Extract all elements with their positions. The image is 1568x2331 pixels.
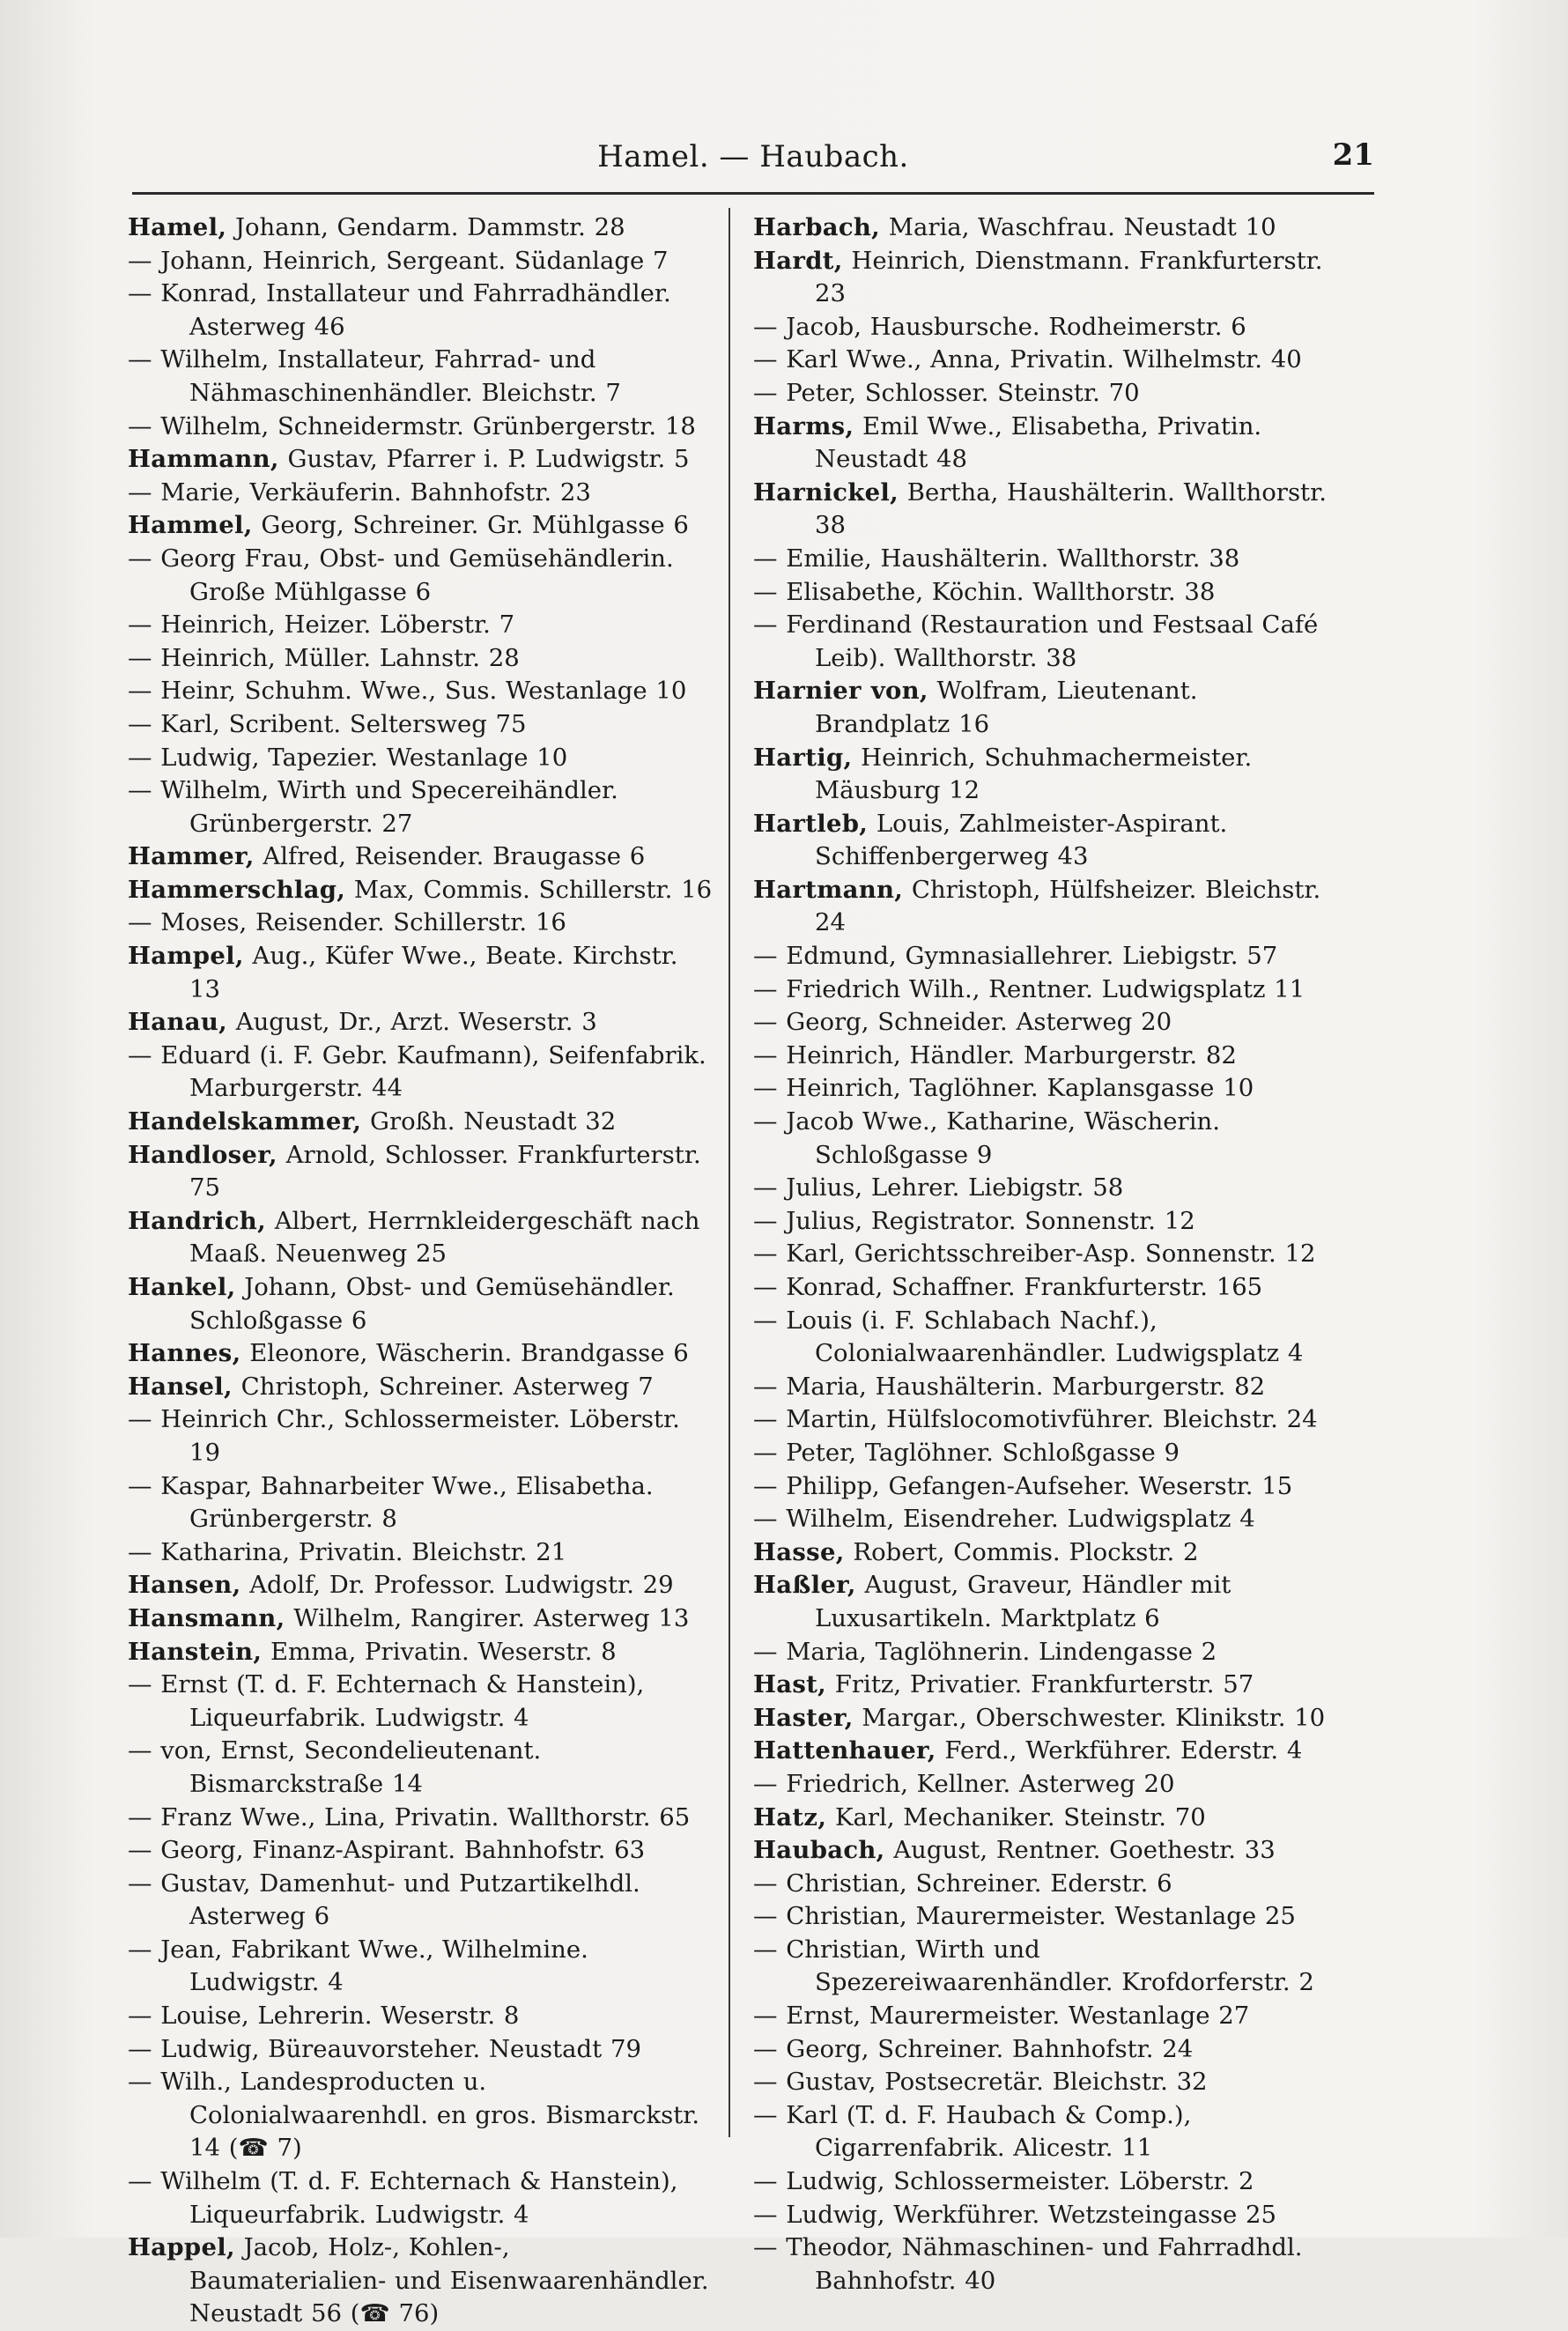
repeat-dash: —	[753, 1107, 778, 1136]
repeat-dash: —	[128, 1802, 152, 1832]
entry-details: Kaspar, Bahnarbeiter Wwe., Elisabetha. Grünbergerstr. 8	[152, 1471, 654, 1534]
directory-entry	[753, 1470, 1339, 1504]
entry-details: Ludwig, Büreauvorsteher. Neustadt 79	[152, 2034, 641, 2063]
entry-details: Heinrich, Heizer. Löberstr. 7	[152, 610, 515, 640]
surname: Hatz,	[753, 1802, 827, 1832]
entry-details: Emma, Privatin. Weserstr. 8	[262, 1637, 617, 1666]
directory-entry	[128, 675, 714, 708]
entry-details: Christoph, Schreiner. Asterweg 7	[232, 1372, 654, 1401]
directory-entry	[128, 1403, 714, 1469]
directory-entry	[128, 2066, 714, 2165]
directory-entry	[128, 1040, 714, 1106]
surname: Haßler,	[753, 1571, 856, 1600]
column-divider	[729, 208, 730, 2137]
repeat-dash: —	[128, 1471, 152, 1500]
directory-entry	[753, 477, 1339, 543]
surname: Hanstein,	[128, 1637, 263, 1666]
repeat-dash: —	[128, 743, 152, 772]
entry-details: Christian, Schreiner. Ederstr. 6	[777, 1868, 1172, 1898]
entry-details: Peter, Taglöhner. Schloßgasse 9	[777, 1438, 1180, 1467]
repeat-dash: —	[753, 2034, 778, 2063]
repeat-dash: —	[753, 1240, 778, 1269]
directory-entry	[128, 411, 714, 444]
entry-details: Wilh., Landesproducten u. Colonialwaarenhdl. en gros. Bismarckstr. 14 (☎ 7)	[152, 2068, 700, 2163]
directory-entry	[753, 940, 1339, 973]
repeat-dash: —	[128, 279, 152, 308]
entry-details: Jean, Fabrikant Wwe., Wilhelmine. Ludwigstr. 4	[152, 1935, 588, 1997]
repeat-dash: —	[128, 677, 152, 706]
surname: Hansmann,	[128, 1603, 285, 1632]
directory-entry	[128, 1006, 714, 1040]
directory-entry	[753, 1205, 1339, 1239]
repeat-dash: —	[753, 1471, 778, 1500]
entry-details: Emilie, Haushälterin. Wallthorstr. 38	[777, 544, 1240, 573]
repeat-dash: —	[753, 1505, 778, 1534]
directory-entry	[753, 1503, 1339, 1536]
repeat-dash: —	[753, 974, 778, 1003]
entry-details: Robert, Commis. Plockstr. 2	[844, 1537, 1199, 1566]
entry-details: August, Graveur, Händler mit Luxusartikeln. Marktplatz 6	[815, 1571, 1231, 1632]
surname: Handelskammer,	[128, 1107, 362, 1136]
entry-details: Arnold, Schlosser. Frankfurterstr. 75	[189, 1140, 701, 1202]
directory-entry	[753, 742, 1339, 808]
directory-entry	[128, 245, 714, 278]
directory-entry	[128, 443, 714, 477]
directory-entry	[128, 1934, 714, 2000]
surname: Happel,	[128, 2233, 235, 2262]
entry-details: Großh. Neustadt 32	[361, 1107, 617, 1136]
repeat-dash: —	[753, 2068, 778, 2097]
directory-entry	[128, 477, 714, 510]
directory-entry	[753, 1669, 1339, 1702]
repeat-dash: —	[753, 1637, 778, 1666]
directory-entry	[128, 840, 714, 874]
surname: Hannes,	[128, 1339, 241, 1368]
entry-details: Wilhelm, Installateur, Fahrrad- und Nähmaschinenhändler. Bleichstr. 7	[152, 345, 621, 407]
repeat-dash: —	[128, 1868, 152, 1898]
entry-details: Maria, Haushälterin. Marburgerstr. 82	[777, 1372, 1266, 1401]
entry-details: Julius, Registrator. Sonnenstr. 12	[777, 1206, 1195, 1235]
directory-entry	[753, 2000, 1339, 2033]
surname: Harnier von,	[753, 677, 928, 706]
surname: Handrich,	[128, 1206, 266, 1235]
directory-entry	[128, 344, 714, 410]
entry-details: Marie, Verkäuferin. Bahnhofstr. 23	[152, 477, 591, 507]
entry-details: Wolfram, Lieutenant. Brandplatz 16	[815, 677, 1198, 738]
surname: Harnickel,	[753, 477, 899, 507]
repeat-dash: —	[753, 1008, 778, 1037]
directory-entry	[753, 1702, 1339, 1735]
repeat-dash: —	[128, 477, 152, 507]
entry-details: Heinr, Schuhm. Wwe., Sus. Westanlage 10	[152, 677, 687, 706]
surname: Hamel,	[128, 213, 227, 241]
directory-entry	[753, 411, 1339, 477]
repeat-dash: —	[128, 544, 152, 573]
entry-details: Karl, Gerichtsschreiber-Asp. Sonnenstr. 12	[777, 1240, 1316, 1269]
directory-entry	[753, 609, 1339, 675]
directory-entry	[753, 1768, 1339, 1802]
surname: Hampel,	[128, 942, 244, 971]
entry-details: Wilhelm, Wirth und Specereihändler. Grünbergerstr. 27	[152, 776, 618, 838]
directory-entry	[128, 2000, 714, 2033]
entry-details: Ernst (T. d. F. Echternach & Hanstein), Liqueurfabrik. Ludwigstr. 4	[152, 1670, 645, 1732]
directory-entry	[128, 742, 714, 775]
repeat-dash: —	[128, 709, 152, 738]
repeat-dash: —	[128, 1836, 152, 1865]
surname: Hammer,	[128, 842, 255, 871]
surname: Hansel,	[128, 1372, 233, 1401]
repeat-dash: —	[753, 312, 778, 341]
surname: Hast,	[753, 1670, 827, 1699]
entry-details: Wilhelm, Rangirer. Asterweg 13	[285, 1603, 690, 1632]
entry-details: Peter, Schlosser. Steinstr. 70	[777, 378, 1140, 407]
directory-entry	[128, 1569, 714, 1602]
entry-details: Heinrich, Schuhmachermeister. Mäusburg 12	[815, 743, 1253, 805]
surname: Hansen,	[128, 1571, 241, 1600]
entry-details: Gustav, Postsecretär. Bleichstr. 32	[777, 2068, 1208, 2097]
entry-details: Karl Wwe., Anna, Privatin. Wilhelmstr. 40	[777, 345, 1302, 374]
directory-entry	[128, 1735, 714, 1801]
directory-entry	[128, 1868, 714, 1934]
entry-details: Louise, Lehrerin. Weserstr. 8	[152, 2002, 520, 2031]
repeat-dash: —	[128, 2068, 152, 2097]
surname: Hammann,	[128, 445, 279, 474]
directory-entry	[753, 1934, 1339, 2000]
directory-entry	[753, 808, 1339, 874]
repeat-dash: —	[128, 1736, 152, 1765]
directory-entry	[753, 1072, 1339, 1106]
directory-entry	[128, 1106, 714, 1139]
directory-entry	[128, 1802, 714, 1835]
repeat-dash: —	[753, 1074, 778, 1103]
surname: Harms,	[753, 411, 854, 440]
entry-details: Ludwig, Tapezier. Westanlage 10	[152, 743, 568, 772]
repeat-dash: —	[753, 2200, 778, 2229]
entry-details: Gustav, Damenhut- und Putzartikelhdl. Asterweg 6	[152, 1868, 640, 1931]
directory-entry	[753, 1536, 1339, 1570]
header-rule	[132, 192, 1374, 195]
directory-entry	[753, 1106, 1339, 1172]
entry-details: Ludwig, Schlossermeister. Löberstr. 2	[777, 2167, 1254, 2196]
directory-entry	[753, 2199, 1339, 2232]
entry-details: Georg, Finanz-Aspirant. Bahnhofstr. 63	[152, 1836, 646, 1865]
directory-entry	[128, 774, 714, 840]
directory-entry	[753, 973, 1339, 1007]
directory-entry	[753, 377, 1339, 411]
entry-details: Louis (i. F. Schlabach Nachf.), Colonialwaarenhändler. Ludwigsplatz 4	[777, 1306, 1304, 1368]
directory-entry	[753, 344, 1339, 377]
directory-entry	[753, 1735, 1339, 1768]
directory-entry	[128, 1536, 714, 1570]
entry-details: Edmund, Gymnasiallehrer. Liebigstr. 57	[777, 942, 1278, 971]
entry-details: Wilhelm, Schneidermstr. Grünbergerstr. 18	[152, 411, 696, 440]
entry-details: Jacob, Hausbursche. Rodheimerstr. 6	[777, 312, 1246, 341]
directory-entry	[128, 609, 714, 642]
surname: Hartmann,	[753, 875, 904, 904]
entry-details: Konrad, Schaffner. Frankfurterstr. 165	[777, 1273, 1263, 1301]
directory-entry	[753, 1834, 1339, 1868]
entry-details: Adolf, Dr. Professor. Ludwigstr. 29	[240, 1571, 674, 1600]
entry-details: Jacob Wwe., Katharine, Wäscherin. Schloßgasse 9	[777, 1107, 1220, 1169]
directory-entry	[753, 1238, 1339, 1271]
entry-details: Emil Wwe., Elisabetha, Privatin. Neustadt 48	[815, 411, 1262, 474]
entry-details: Heinrich, Dienstmann. Frankfurterstr. 23	[815, 246, 1323, 308]
surname: Hardt,	[753, 246, 843, 275]
repeat-dash: —	[128, 411, 152, 440]
entry-details: Karl, Scribent. Seltersweg 75	[152, 709, 527, 738]
directory-entry	[128, 906, 714, 940]
directory-entry	[128, 2033, 714, 2067]
surname: Hankel,	[128, 1273, 236, 1301]
directory-entry	[128, 642, 714, 676]
entry-details: Ferdinand (Restauration und Festsaal Café Leib). Wallthorstr. 38	[777, 610, 1319, 672]
entry-details: Maria, Waschfrau. Neustadt 10	[880, 213, 1276, 241]
directory-entry	[753, 2231, 1339, 2298]
directory-entry	[753, 1172, 1339, 1205]
entry-details: Johann, Obst- und Gemüsehändler. Schloßgasse 6	[189, 1273, 675, 1335]
entry-details: Konrad, Installateur und Fahrradhändler. Asterweg 46	[152, 279, 671, 341]
repeat-dash: —	[128, 610, 152, 640]
directory-entry	[128, 2165, 714, 2231]
page-header	[132, 132, 1374, 185]
repeat-dash: —	[753, 1902, 778, 1931]
entry-details: Friedrich, Kellner. Asterweg 20	[777, 1769, 1175, 1798]
repeat-dash: —	[753, 378, 778, 407]
surname: Haster,	[753, 1703, 854, 1732]
repeat-dash: —	[753, 610, 778, 640]
entry-details: Bertha, Haushälterin. Wallthorstr. 38	[815, 477, 1327, 540]
repeat-dash: —	[128, 643, 152, 672]
entry-details: Karl (T. d. F. Haubach & Comp.), Cigarrenfabrik. Alicestr. 11	[777, 2100, 1192, 2163]
surname: Hammel,	[128, 511, 253, 540]
entry-details: Ludwig, Werkführer. Wetzsteingasse 25	[777, 2200, 1276, 2229]
directory-entry	[128, 509, 714, 543]
entry-details: Julius, Lehrer. Liebigstr. 58	[777, 1173, 1124, 1202]
directory-entry	[753, 1403, 1339, 1437]
repeat-dash: —	[753, 2002, 778, 2031]
repeat-dash: —	[753, 1868, 778, 1898]
entry-details: Eleonore, Wäscherin. Brandgasse 6	[240, 1339, 689, 1368]
repeat-dash: —	[753, 1372, 778, 1401]
repeat-dash: —	[753, 1769, 778, 1798]
repeat-dash: —	[753, 2167, 778, 2196]
directory-entry	[128, 1271, 714, 1337]
entry-details: Georg, Schreiner. Bahnhofstr. 24	[777, 2034, 1194, 2063]
entry-details: Katharina, Privatin. Bleichstr. 21	[152, 1537, 567, 1566]
surname: Hartleb,	[753, 809, 869, 838]
entry-details: Heinrich, Taglöhner. Kaplansgasse 10	[777, 1074, 1254, 1103]
entry-details: Christian, Wirth und Spezereiwaarenhändler. Krofdorferstr. 2	[777, 1935, 1314, 1997]
repeat-dash: —	[753, 1935, 778, 1964]
entry-details: Theodor, Nähmaschinen- und Fahrradhdl. Bahnhofstr. 40	[777, 2233, 1303, 2295]
directory-entry	[128, 708, 714, 742]
entry-details: Philipp, Gefangen-Aufseher. Weserstr. 15	[777, 1471, 1293, 1500]
directory-entry	[753, 1636, 1339, 1669]
directory-entry	[128, 1602, 714, 1636]
repeat-dash: —	[753, 942, 778, 971]
repeat-dash: —	[753, 544, 778, 573]
directory-entry	[753, 874, 1339, 940]
directory-entry	[128, 278, 714, 344]
directory-entry	[128, 1636, 714, 1669]
repeat-dash: —	[753, 1173, 778, 1202]
directory-entry	[753, 1371, 1339, 1404]
repeat-dash: —	[128, 1935, 152, 1964]
entry-details: Johann, Gendarm. Dammstr. 28	[226, 213, 625, 241]
directory-entry	[128, 1669, 714, 1735]
directory-entry	[753, 1305, 1339, 1371]
entry-details: Christian, Maurermeister. Westanlage 25	[777, 1902, 1296, 1931]
directory-entry	[753, 245, 1339, 311]
surname: Hattenhauer,	[753, 1736, 936, 1765]
directory-entry	[753, 543, 1339, 576]
surname: Hartig,	[753, 743, 853, 772]
page-number: 21	[1332, 137, 1374, 173]
repeat-dash: —	[128, 1537, 152, 1566]
directory-entry	[753, 2066, 1339, 2099]
directory-entry	[128, 1371, 714, 1404]
entry-details: August, Rentner. Goethestr. 33	[884, 1836, 1276, 1865]
repeat-dash: —	[753, 1040, 778, 1069]
directory-entry	[128, 1834, 714, 1868]
entry-details: Johann, Heinrich, Sergeant. Südanlage 7	[152, 246, 669, 275]
repeat-dash: —	[128, 246, 152, 275]
entry-details: Gustav, Pfarrer i. P. Ludwigstr. 5	[278, 445, 690, 474]
directory-entry	[753, 1006, 1339, 1040]
entry-details: Georg, Schneider. Asterweg 20	[777, 1008, 1172, 1037]
directory-entry	[753, 1900, 1339, 1934]
entry-details: Ferd., Werkführer. Ederstr. 4	[936, 1736, 1303, 1765]
directory-entry	[753, 2165, 1339, 2199]
surname: Hanau,	[128, 1008, 227, 1037]
entry-details: Georg, Schreiner. Gr. Mühlgasse 6	[252, 511, 689, 540]
entry-details: Heinrich, Müller. Lahnstr. 28	[152, 643, 520, 672]
entry-details: Jacob, Holz-, Kohlen-, Baumaterialien- und Eisenwaarenhändler. Neustadt 56 (☎ 76)	[189, 2233, 709, 2328]
entry-details: Ernst, Maurermeister. Westanlage 27	[777, 2002, 1250, 2031]
entry-details: Friedrich Wilh., Rentner. Ludwigsplatz 11	[777, 974, 1305, 1003]
entry-details: Christoph, Hülfsheizer. Bleichstr. 24	[815, 875, 1321, 937]
repeat-dash: —	[128, 2034, 152, 2063]
repeat-dash: —	[128, 2167, 152, 2196]
repeat-dash: —	[128, 2002, 152, 2031]
directory-entry	[128, 211, 714, 245]
entry-details: Franz Wwe., Lina, Privatin. Wallthorstr. 65	[152, 1802, 691, 1832]
directory-entry	[753, 576, 1339, 610]
entry-details: Wilhelm, Eisendreher. Ludwigsplatz 4	[777, 1505, 1255, 1534]
entry-details: Moses, Reisender. Schillerstr. 16	[152, 908, 566, 937]
repeat-dash: —	[128, 345, 152, 374]
directory-entry	[753, 2099, 1339, 2165]
entry-details: Heinrich Chr., Schlossermeister. Löberstr. 19	[152, 1405, 680, 1467]
directory-entry	[753, 211, 1339, 245]
right-column	[753, 211, 1339, 2298]
directory-entry	[128, 2231, 714, 2331]
repeat-dash: —	[128, 908, 152, 937]
entry-details: Elisabethe, Köchin. Wallthorstr. 38	[777, 577, 1216, 606]
repeat-dash: —	[753, 345, 778, 374]
entry-details: August, Dr., Arzt. Weserstr. 3	[226, 1008, 597, 1037]
entry-details: Karl, Mechaniker. Steinstr. 70	[826, 1802, 1206, 1832]
entry-details: Max, Commis. Schillerstr. 16	[345, 875, 713, 904]
repeat-dash: —	[128, 776, 152, 805]
surname: Harbach,	[753, 213, 881, 241]
surname: Handloser,	[128, 1140, 277, 1169]
entry-details: Heinrich, Händler. Marburgerstr. 82	[777, 1040, 1237, 1069]
directory-entry	[128, 874, 714, 907]
entry-details: Louis, Zahlmeister-Aspirant. Schiffenbergerweg 43	[815, 809, 1228, 871]
entry-details: Albert, Herrnkleidergeschäft nach Maaß. Neuenweg 25	[189, 1206, 700, 1269]
directory-entry	[128, 1337, 714, 1371]
directory-entry	[128, 1205, 714, 1271]
directory-entry	[753, 1437, 1339, 1470]
directory-entry	[753, 675, 1339, 741]
repeat-dash: —	[753, 1405, 778, 1434]
entry-details: Eduard (i. F. Gebr. Kaufmann), Seifenfabrik. Marburgerstr. 44	[152, 1040, 706, 1103]
entry-details: Margar., Oberschwester. Klinikstr. 10	[853, 1703, 1326, 1732]
surname: Hammerschlag,	[128, 875, 346, 904]
entry-details: Martin, Hülfslocomotivführer. Bleichstr. 24	[777, 1405, 1318, 1434]
repeat-dash: —	[753, 1206, 778, 1235]
repeat-dash: —	[753, 1273, 778, 1301]
entry-details: Alfred, Reisender. Braugasse 6	[254, 842, 646, 871]
entry-details: Fritz, Privatier. Frankfurterstr. 57	[826, 1670, 1254, 1699]
entry-details: Wilhelm (T. d. F. Echternach & Hanstein), Liqueurfabrik. Ludwigstr. 4	[152, 2167, 678, 2229]
directory-entry	[753, 2033, 1339, 2067]
directory-entry	[753, 1868, 1339, 1901]
directory-entry	[128, 940, 714, 1006]
entry-details: Aug., Küfer Wwe., Beate. Kirchstr. 13	[189, 942, 678, 1003]
left-column	[128, 211, 714, 2331]
surname: Haubach,	[753, 1836, 885, 1865]
directory-entry	[128, 543, 714, 609]
repeat-dash: —	[753, 577, 778, 606]
directory-entry	[753, 1271, 1339, 1305]
entry-details: Maria, Taglöhnerin. Lindengasse 2	[777, 1637, 1217, 1666]
directory-entry	[753, 1802, 1339, 1835]
repeat-dash: —	[128, 1040, 152, 1069]
surname: Hasse,	[753, 1537, 845, 1566]
directory-entry	[753, 1040, 1339, 1073]
directory-entry	[753, 311, 1339, 344]
repeat-dash: —	[753, 2100, 778, 2129]
directory-entry	[128, 1470, 714, 1536]
running-title: Hamel. — Haubach.	[597, 139, 909, 174]
repeat-dash: —	[753, 2233, 778, 2262]
repeat-dash: —	[753, 1438, 778, 1467]
directory-entry	[128, 1139, 714, 1205]
repeat-dash: —	[753, 1306, 778, 1335]
directory-entry	[753, 1569, 1339, 1635]
repeat-dash: —	[128, 1405, 152, 1434]
entry-details: Georg Frau, Obst- und Gemüsehändlerin. Große Mühlgasse 6	[152, 544, 674, 606]
entry-details: von, Ernst, Secondelieutenant. Bismarckstraße 14	[152, 1736, 542, 1798]
repeat-dash: —	[128, 1670, 152, 1699]
